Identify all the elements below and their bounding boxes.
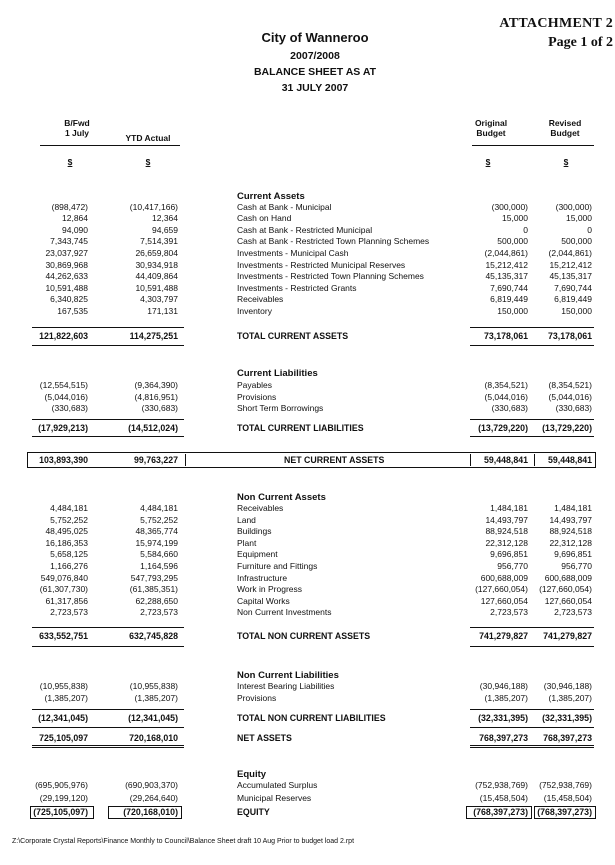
equity-ytd-box [108, 806, 182, 819]
page-label: Page 1 of 2 [548, 35, 613, 50]
cell-description: Receivables [237, 294, 284, 305]
cell-description: Infrastructure [237, 572, 288, 583]
cell-ytd: (29,264,640) [129, 792, 178, 803]
cell-description: Cash at Bank - Municipal [237, 201, 332, 212]
cell-original-budget: 127,660,054 [480, 595, 528, 606]
cell-original-budget: 9,696,851 [490, 549, 528, 560]
section-current-assets: Current Assets [237, 191, 305, 202]
cell-revised-budget: 2,723,573 [554, 607, 592, 618]
cell-ytd: (720,168,010) [123, 807, 178, 817]
cell-revised-budget: (8,354,521) [548, 380, 592, 390]
col-ytd-header: YTD Actual [125, 133, 171, 143]
cell-revised-budget: (752,938,769) [539, 780, 592, 790]
cell-original-budget: 956,770 [497, 561, 528, 571]
cell-original-budget: 22,312,128 [485, 537, 528, 548]
cell-bfwd: 61,317,856 [45, 595, 88, 606]
cell-description: Cash at Bank - Restricted Municipal [237, 224, 373, 235]
cell-bfwd: (17,929,213) [38, 423, 88, 433]
cell-revised-budget: (768,397,273) [537, 807, 592, 817]
cell-ytd: 5,752,252 [140, 514, 178, 525]
nca-revised: 59,448,841 [547, 455, 592, 465]
cell-revised-budget: 88,924,518 [549, 526, 592, 537]
cell-description: Buildings [237, 526, 272, 537]
cell-ytd: (10,955,838) [129, 681, 178, 691]
section-non-current-liabilities: Non Current Liabilities [237, 670, 339, 681]
cell-ytd: 7,514,391 [140, 236, 178, 247]
cell-bfwd: (29,199,120) [39, 792, 88, 803]
cell-revised-budget: 1,484,181 [554, 503, 592, 513]
cell-original-budget: (8,354,521) [484, 380, 528, 390]
cell-description: Investments - Restricted Grants [237, 282, 357, 293]
cell-description: Investments - Restricted Municipal Reserves [237, 259, 406, 270]
cell-revised-budget: (32,331,395) [542, 713, 592, 723]
cell-original-budget: (15,458,504) [479, 792, 528, 803]
cell-bfwd: 4,484,181 [50, 503, 88, 513]
cell-bfwd: (695,905,976) [35, 780, 88, 790]
cell-original-budget: (30,946,188) [479, 681, 528, 691]
cell-ytd: (61,385,351) [129, 584, 178, 595]
cell-description: TOTAL NON CURRENT LIABILITIES [237, 713, 386, 723]
nca-ytd: 99,763,227 [133, 455, 178, 465]
cell-original-budget: 600,688,009 [480, 572, 528, 583]
cell-original-budget: 0 [523, 224, 528, 235]
attachment-label: ATTACHMENT 2 [499, 16, 613, 31]
cell-revised-budget: 15,000 [566, 213, 592, 224]
cell-description: TOTAL NON CURRENT ASSETS [237, 631, 371, 641]
cell-original-budget: (5,044,016) [484, 391, 528, 402]
cell-description: Payables [237, 380, 272, 390]
report-year: 2007/2008 [290, 50, 340, 62]
cell-original-budget: 88,924,518 [485, 526, 528, 537]
cell-original-budget: (2,044,861) [484, 247, 528, 258]
cell-description: Provisions [237, 692, 277, 703]
cell-ytd: 62,288,650 [135, 595, 178, 606]
cell-bfwd: (10,955,838) [39, 681, 88, 691]
cell-bfwd: 23,037,927 [45, 247, 88, 258]
cell-ytd: 15,974,199 [135, 537, 178, 548]
cell-description: EQUITY [237, 807, 270, 817]
col-bfwd-header: B/Fwd 1 July [64, 118, 90, 138]
cell-description: Investments - Restricted Town Planning Schemes [237, 271, 424, 282]
cell-description: Provisions [237, 391, 277, 402]
cell-description: Non Current Investments [237, 607, 332, 618]
cell-description: Receivables [237, 503, 284, 513]
cell-ytd: (10,417,166) [129, 201, 178, 212]
cell-bfwd: 7,343,745 [50, 236, 88, 247]
cell-revised-budget: 9,696,851 [554, 549, 592, 560]
cell-description: Municipal Reserves [237, 792, 312, 803]
cell-ytd: 4,303,797 [140, 294, 178, 305]
net-assets-original: 768,397,273 [479, 733, 528, 743]
cell-ytd: 5,584,660 [140, 549, 178, 560]
equity-bfwd-box [30, 806, 94, 819]
cell-original-budget: (127,660,054) [475, 584, 528, 595]
section-non-current-assets: Non Current Assets [237, 492, 326, 503]
cell-revised-budget: 956,770 [561, 561, 592, 571]
cell-bfwd: 44,262,633 [45, 271, 88, 282]
cell-revised-budget: (5,044,016) [548, 391, 592, 402]
cell-bfwd: 2,723,573 [50, 607, 88, 618]
section-current-liabilities: Current Liabilities [237, 368, 318, 379]
cell-revised-budget: (30,946,188) [543, 681, 592, 691]
cell-ytd: 114,275,251 [129, 331, 178, 341]
equity-revised-box [534, 806, 596, 819]
cell-revised-budget: 600,688,009 [544, 572, 592, 583]
cell-description: Land [237, 514, 256, 525]
cell-revised-budget: (300,000) [555, 201, 592, 212]
cell-description: Cash on Hand [237, 213, 292, 224]
cell-ytd: 547,793,295 [130, 572, 178, 583]
footer-file-path: Z:\Corporate Crystal Reports\Finance Monthly to Council\Balance Sheet draft 10 Aug Prior to budget load 2.rpt [12, 838, 355, 845]
cell-description: TOTAL CURRENT ASSETS [237, 331, 349, 341]
cell-original-budget: 500,000 [497, 236, 528, 247]
cell-description: Investments - Municipal Cash [237, 247, 349, 258]
cell-bfwd: (12,341,045) [38, 713, 88, 723]
nca-bfwd: 103,893,390 [39, 455, 88, 465]
cell-original-budget: 150,000 [497, 305, 528, 316]
cell-bfwd: 16,186,353 [45, 537, 88, 548]
cell-revised-budget: 741,279,827 [543, 631, 592, 641]
cell-revised-budget: (2,044,861) [548, 247, 592, 258]
cell-bfwd: 633,552,751 [39, 631, 88, 641]
cell-bfwd: 1,166,276 [50, 561, 88, 571]
cell-bfwd: 10,591,488 [45, 282, 88, 293]
cell-revised-budget: (15,458,504) [543, 792, 592, 803]
cell-ytd: (1,385,207) [134, 692, 178, 703]
cell-bfwd: (725,105,097) [33, 807, 88, 817]
cell-revised-budget: 14,493,797 [549, 514, 592, 525]
cell-description: Interest Bearing Liabilities [237, 681, 335, 691]
cell-revised-budget: 73,178,061 [547, 331, 592, 341]
cell-original-budget: (32,331,395) [478, 713, 528, 723]
cell-ytd: 30,934,918 [135, 259, 178, 270]
org-name: City of Wanneroo [261, 30, 369, 45]
cell-ytd: 94,659 [152, 224, 178, 235]
col-revised-header: Revised Budget [548, 118, 582, 138]
cell-revised-budget: 45,135,317 [549, 271, 592, 282]
cell-original-budget: 741,279,827 [479, 631, 528, 641]
nca-original: 59,448,841 [483, 455, 528, 465]
currency-mark-bfwd: $ [67, 157, 73, 167]
cell-bfwd: (5,044,016) [44, 391, 88, 402]
cell-original-budget: 15,000 [502, 213, 528, 224]
cell-ytd: (690,903,370) [125, 780, 178, 790]
cell-ytd: 632,745,828 [129, 631, 178, 641]
cell-ytd: (12,341,045) [128, 713, 178, 723]
cell-original-budget: 45,135,317 [485, 271, 528, 282]
cell-original-budget: 7,690,744 [490, 282, 528, 293]
cell-original-budget: (752,938,769) [475, 780, 528, 790]
currency-mark-original: $ [485, 157, 491, 167]
cell-bfwd: 5,752,252 [50, 514, 88, 525]
cell-revised-budget: 15,212,412 [549, 259, 592, 270]
net-assets-revised: 768,397,273 [543, 733, 592, 743]
cell-description: Plant [237, 537, 257, 548]
cell-bfwd: 6,340,825 [50, 294, 88, 305]
cell-bfwd: 30,869,968 [45, 259, 88, 270]
cell-bfwd: 121,822,603 [39, 331, 88, 341]
cell-bfwd: (12,554,515) [39, 380, 88, 390]
net-assets-bfwd: 725,105,097 [39, 733, 88, 743]
cell-original-budget: (768,397,273) [473, 807, 528, 817]
cell-original-budget: (1,385,207) [484, 692, 528, 703]
cell-ytd: 171,131 [147, 305, 178, 316]
cell-description: TOTAL CURRENT LIABILITIES [237, 423, 364, 433]
cell-ytd: (9,364,390) [134, 380, 178, 390]
cell-description: Inventory [237, 305, 272, 316]
cell-original-budget: (330,683) [491, 403, 528, 414]
cell-description: Cash at Bank - Restricted Town Planning Schemes [237, 236, 430, 247]
report-title: BALANCE SHEET AS AT [253, 66, 377, 78]
nca-label: NET CURRENT ASSETS [284, 455, 385, 465]
cell-original-budget: 73,178,061 [483, 331, 528, 341]
cell-ytd: (14,512,024) [128, 423, 178, 433]
cell-original-budget: 6,819,449 [490, 294, 528, 305]
cell-bfwd: 48,495,025 [45, 526, 88, 537]
cell-bfwd: 12,864 [62, 213, 88, 224]
cell-original-budget: (13,729,220) [478, 423, 528, 433]
currency-mark-ytd: $ [145, 157, 151, 167]
cell-original-budget: 2,723,573 [490, 607, 528, 618]
cell-revised-budget: 0 [587, 224, 592, 235]
cell-description: Short Term Borrowings [237, 403, 324, 414]
cell-bfwd: (61,307,730) [39, 584, 88, 595]
cell-revised-budget: (1,385,207) [548, 692, 592, 703]
net-assets-ytd: 720,168,010 [129, 733, 178, 743]
cell-revised-budget: (127,660,054) [539, 584, 592, 595]
cell-bfwd: 5,658,125 [50, 549, 88, 560]
cell-ytd: 4,484,181 [140, 503, 178, 513]
cell-revised-budget: 7,690,744 [554, 282, 592, 293]
cell-original-budget: 14,493,797 [485, 514, 528, 525]
cell-bfwd: (330,683) [51, 403, 88, 414]
cell-revised-budget: 22,312,128 [549, 537, 592, 548]
cell-bfwd: 167,535 [57, 305, 88, 316]
cell-description: Capital Works [237, 595, 290, 606]
currency-mark-revised: $ [563, 157, 569, 167]
cell-ytd: (330,683) [141, 403, 178, 414]
equity-original-box [466, 806, 532, 819]
cell-revised-budget: 6,819,449 [554, 294, 592, 305]
cell-ytd: 2,723,573 [140, 607, 178, 618]
cell-ytd: 48,365,774 [135, 526, 178, 537]
report-date: 31 JULY 2007 [281, 82, 349, 94]
cell-revised-budget: 150,000 [561, 305, 592, 316]
cell-revised-budget: 127,660,054 [544, 595, 592, 606]
cell-bfwd: 549,076,840 [40, 572, 88, 583]
cell-original-budget: 15,212,412 [485, 259, 528, 270]
cell-bfwd: (1,385,207) [44, 692, 88, 703]
cell-description: Equipment [237, 549, 278, 560]
cell-ytd: 10,591,488 [135, 282, 178, 293]
section-equity: Equity [237, 769, 267, 780]
cell-ytd: 44,409,864 [135, 271, 178, 282]
cell-original-budget: (300,000) [491, 201, 528, 212]
net-assets-label: NET ASSETS [237, 733, 292, 743]
cell-revised-budget: (13,729,220) [542, 423, 592, 433]
cell-description: Work in Progress [237, 584, 303, 595]
cell-ytd: 26,659,804 [135, 247, 178, 258]
cell-bfwd: (898,472) [51, 201, 88, 212]
cell-ytd: 12,364 [152, 213, 178, 224]
cell-ytd: 1,164,596 [140, 561, 178, 571]
cell-description: Accumulated Surplus [237, 780, 318, 790]
cell-original-budget: 1,484,181 [490, 503, 528, 513]
col-original-header: Original Budget [474, 118, 508, 138]
cell-revised-budget: 500,000 [561, 236, 592, 247]
cell-description: Furniture and Fittings [237, 561, 318, 571]
cell-bfwd: 94,090 [62, 224, 88, 235]
cell-revised-budget: (330,683) [555, 403, 592, 414]
cell-ytd: (4,816,951) [134, 391, 178, 402]
